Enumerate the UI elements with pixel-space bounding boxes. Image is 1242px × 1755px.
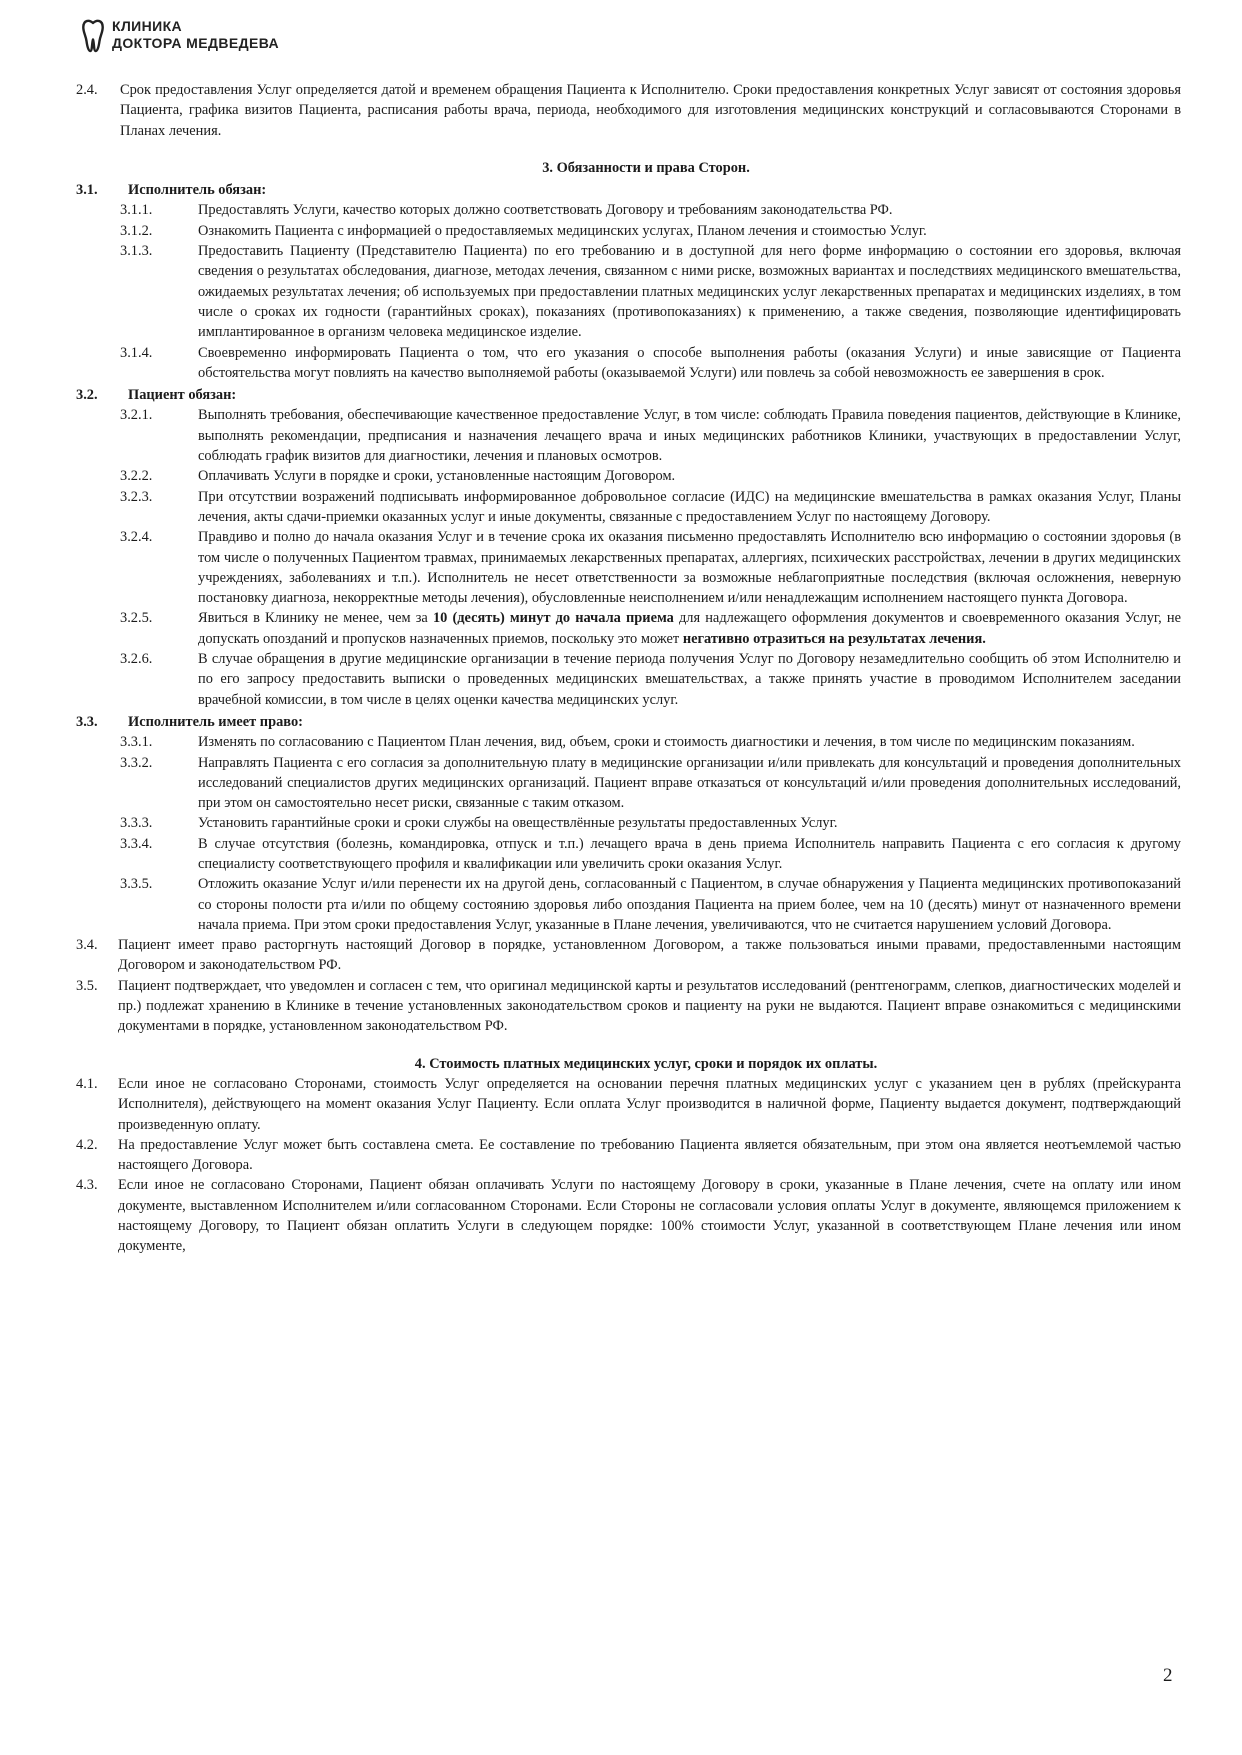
clause-3-4 [76, 935, 1181, 976]
clause-4-3 [76, 1175, 1181, 1256]
clause-number: 3.3.5. [120, 876, 153, 893]
subsection-title: Пациент обязан: [128, 387, 237, 404]
clause-text: На предоставление Услуг может быть составлена смета. Ее составление по требованию Пациента является обязательным, при этом она является неотъемлемой частью настоящего Договора. [118, 1136, 1181, 1174]
clause-number: 4.2. [76, 1136, 98, 1153]
clause-number: 3.2.6. [120, 651, 153, 668]
clinic-logo [82, 18, 279, 53]
subsection-3-3-heading [76, 712, 1181, 732]
clause-3-1-3 [76, 241, 1181, 342]
clause-text: Срок предоставления Услуг определяется датой и временем обращения Пациента к Исполнителю. Сроки предоставления конкретных Услуг зависят от состояния здоровья Пациента, графика визитов Пациента, расписания работы врача, периода, необходимого для изготовления медицинских конструкций и согласовываются Сторонами в Планах лечения. [120, 82, 1181, 139]
clause-3-2-3 [76, 487, 1181, 528]
clause-text: Своевременно информировать Пациента о том, что его указания о способе выполнения работы (оказания Услуги) и иные зависящие от Пациента обстоятельства могут повлиять на качество выполняемой работы (оказываемой Услуги) или повлечь за собой невозможность ее завершения в срок. [198, 344, 1181, 381]
clause-3-1-1 [76, 200, 1181, 220]
clause-text: Изменять по согласованию с Пациентом План лечения, вид, объем, сроки и стоимость диагностики и лечения, в том числе по медицинским показаниям. [198, 734, 1135, 751]
clause-number: 3.1.1. [120, 202, 153, 219]
clause-4-2 [76, 1135, 1181, 1176]
section-3-title: 3. Обязанности и права Сторон. [542, 159, 750, 176]
clause-3-3-3 [76, 813, 1181, 833]
clause-number: 3.3.3. [120, 815, 153, 832]
clause-number: 3.3.1. [120, 734, 153, 751]
clause-3-1-2 [76, 221, 1181, 241]
clause-text: В случае отсутствия (болезнь, командировка, отпуск и т.п.) лечащего врача в день приема Исполнитель направить Пациента с его согласия к другому специалисту соответствующего профиля и квалификации или увеличить сроки оказания Услуг. [198, 835, 1181, 872]
subsection-number: 3.2. [76, 387, 98, 404]
clause-3-2-2 [76, 466, 1181, 486]
clause-3-3-2 [76, 753, 1181, 814]
clause-number: 3.2.2. [120, 468, 153, 485]
clause-text: В случае обращения в другие медицинские организации в течение периода получения Услуг по Договору незамедлительно сообщить об этом Исполнителю и по его запросу предоставить выписки о проведенных медицинских вмешательствах, а также принять участие в проводимом Исполнителем заседании врачебной комиссии, в том числе в целях оценки качества медицинских услуг. [198, 651, 1181, 708]
clause-3-2-5 [76, 608, 1181, 649]
clause-text: При отсутствии возражений подписывать информированное добровольное согласие (ИДС) на медицинские вмешательства в рамках оказания Услуг, Планы лечения, акты сдачи-приемки оказанных услуг и иные документы, связанные с предоставлением Услуг по настоящему Договору. [198, 488, 1181, 525]
subsection-3-2-heading [76, 385, 1181, 405]
subsection-title: Исполнитель имеет право: [128, 713, 303, 730]
clause-text: Пациент подтверждает, что уведомлен и согласен с тем, что оригинал медицинской карты и результатов исследований (рентгенограмм, слепков, диагностических моделей и пр.) подлежат хранению в Клинике в течение установленных законодательством сроков и пациенту на руки не выдаются. Пациент вправе ознакомиться с медицинскими документами в порядке, установленном законодательством РФ. [118, 977, 1181, 1035]
clause-3-1-4 [76, 343, 1181, 384]
clause-number: 3.1.3. [120, 243, 153, 260]
clause-number: 3.3.2. [120, 754, 153, 771]
clause-text: Если иное не согласовано Сторонами, стоимость Услуг определяется на основании перечня платных медицинских услуг с указанием цен в рублях (прейскуранта Исполнителя), действующего на момент оказания Услуг Пациенту. Если оплата Услуг производится в наличной форме, Пациенту выдается документ, подтверждающий произведенную оплату. [118, 1075, 1181, 1133]
clause-number: 4.1. [76, 1075, 98, 1092]
clause-text-part: для надлежащего оформления документов и своевременного оказания Услуг, не допускать опозданий и пропусков назначенных приемов, поскольку это может [198, 610, 1181, 647]
clause-text: Пациент имеет право расторгнуть настоящий Договор в порядке, установленном Договором, а также пользоваться иными правами, предоставленными настоящим Договором и законодательством РФ. [118, 937, 1181, 974]
section-4-title: 4. Стоимость платных медицинских услуг, сроки и порядок их оплаты. [414, 1055, 878, 1072]
clause-number: 3.2.3. [120, 488, 153, 505]
tooth-icon [82, 19, 104, 53]
clause-text: Направлять Пациента с его согласия за дополнительную плату в медицинские организации и/или привлекать для консультаций и проведения дополнительных исследований специалистов других медицинских организаций. Пациент вправе отказаться от консультаций и/или проведения дополнительных исследований, при этом он самостоятельно несет риски, связанные с таким отказом. [198, 754, 1181, 812]
logo-line-2: ДОКТОРА МЕДВЕДЕВА [112, 35, 280, 51]
subsection-title: Исполнитель обязан: [128, 182, 267, 199]
clause-text: Выполнять требования, обеспечивающие качественное предоставление Услуг, в том числе: соблюдать Правила поведения пациентов, действующие в Клинике, выполнять рекомендации, предписания и назначения лечащего врача и иных медицинских работников Клиники, участвующих в предоставлении Услуг, соблюдать график визитов для диагностики, лечения и плановых осмотров. [198, 407, 1181, 465]
clause-number: 3.1.2. [120, 222, 153, 239]
clause-text-bold: 10 (десять) минут до начала приема [432, 610, 674, 627]
clause-2-4 [76, 80, 1181, 141]
clause-text-bold: негативно отразиться на результатах лечения. [682, 630, 986, 647]
clause-number: 3.2.5. [120, 610, 153, 627]
subsection-number: 3.3. [76, 713, 98, 730]
clause-4-1 [76, 1074, 1181, 1135]
clause-number: 3.2.1. [120, 407, 153, 424]
clause-number: 3.1.4. [120, 344, 153, 361]
subsection-number: 3.1. [76, 182, 98, 199]
clause-text: Оплачивать Услуги в порядке и сроки, установленные настоящим Договором. [198, 468, 676, 485]
clause-3-5 [76, 976, 1181, 1037]
logo-line-1: КЛИНИКА [112, 18, 183, 34]
clause-number: 2.4. [76, 82, 98, 98]
clause-3-3-4 [76, 834, 1181, 875]
clause-text: Если иное не согласовано Сторонами, Пациент обязан оплачивать Услуги по настоящему Договору в сроки, указанные в Плане лечения, счете на оплату или ином документе, выставленном Исполнителем и/или согласованном Сторонами. Если Стороны не согласовали условия оплаты Услуг в документе, являющемся приложением к настоящему Договору, то Пациент обязан оплатить Услуги в следующем порядке: 100% стоимости Услуг, указанной в соответствующем Плане лечения или ином документе, [118, 1177, 1181, 1255]
clause-number: 3.5. [76, 977, 98, 994]
clause-3-3-5 [76, 874, 1181, 935]
clause-3-2-4 [76, 527, 1181, 608]
clause-number: 3.4. [76, 937, 98, 954]
clause-3-2-1 [76, 405, 1181, 466]
clause-3-2-6 [76, 649, 1181, 710]
clause-text [198, 608, 1181, 649]
clause-text: Ознакомить Пациента с информацией о предоставляемых медицинских услугах, Планом лечения и стоимостью Услуг. [198, 222, 927, 239]
clause-text: Предоставлять Услуги, качество которых должно соответствовать Договору и требованиям законодательства РФ. [198, 202, 893, 219]
clause-text: Правдиво и полно до начала оказания Услуг и в течение срока их оказания письменно предоставлять Исполнителю всю информацию о состоянии здоровья (в том числе о полученных Пациентом травмах, принимаемых лекарственных препаратах, аллергиях, психических расстройствах, лечении в других медицинских учреждениях, заболеваниях и т.п.). Исполнитель не несет ответственности за возможные неблагоприятные последствия (включая осложнения, неверную постановку диагноза, некорректные методы лечения), обусловленные неисполнением и/или ненадлежащим исполнением настоящего пункта Договора. [198, 529, 1181, 607]
document-body [76, 80, 1181, 1257]
clause-number: 3.3.4. [120, 835, 153, 852]
page-number: 2 [1163, 1665, 1173, 1686]
clause-number: 4.3. [76, 1177, 98, 1194]
clause-3-3-1 [76, 732, 1181, 752]
subsection-3-1-heading [76, 180, 1181, 200]
clause-text: Установить гарантийные сроки и сроки службы на овеществлённые результаты предоставленных Услуг. [198, 815, 838, 832]
clause-number: 3.2.4. [120, 529, 153, 546]
clause-text: Предоставить Пациенту (Представителю Пациента) по его требованию и в доступной для него форме информацию о состоянии его здоровья, включая сведения о результатах обследования, диагнозе, методах лечения, связанном с ними риске, возможных вариантах и последствиях медицинского вмешательства, ожидаемых результатах лечения; об используемых при предоставлении платных медицинских услуг лекарственных препаратах и медицинских изделиях, в том числе о сроках их годности (гарантийных сроках), показаниях (противопоказаниях) к применению, а также сведения, позволяющие идентифицировать имплантированное в организм человека медицинское изделие. [198, 243, 1181, 341]
clause-text: Отложить оказание Услуг и/или перенести их на другой день, согласованный с Пациентом, в случае обнаружения у Пациента медицинских противопоказаний со стороны полости рта и/или по общему состоянию здоровья либо опоздания Пациента на прием более, чем на 10 (десять) минут от назначенного времени начала приема. При этом сроки предоставления Услуг, указанные в Плане лечения, увеличиваются, что не считается нарушением условий Договора. [198, 876, 1181, 933]
clause-text-part: Явиться в Клинику не менее, чем за [198, 610, 433, 627]
